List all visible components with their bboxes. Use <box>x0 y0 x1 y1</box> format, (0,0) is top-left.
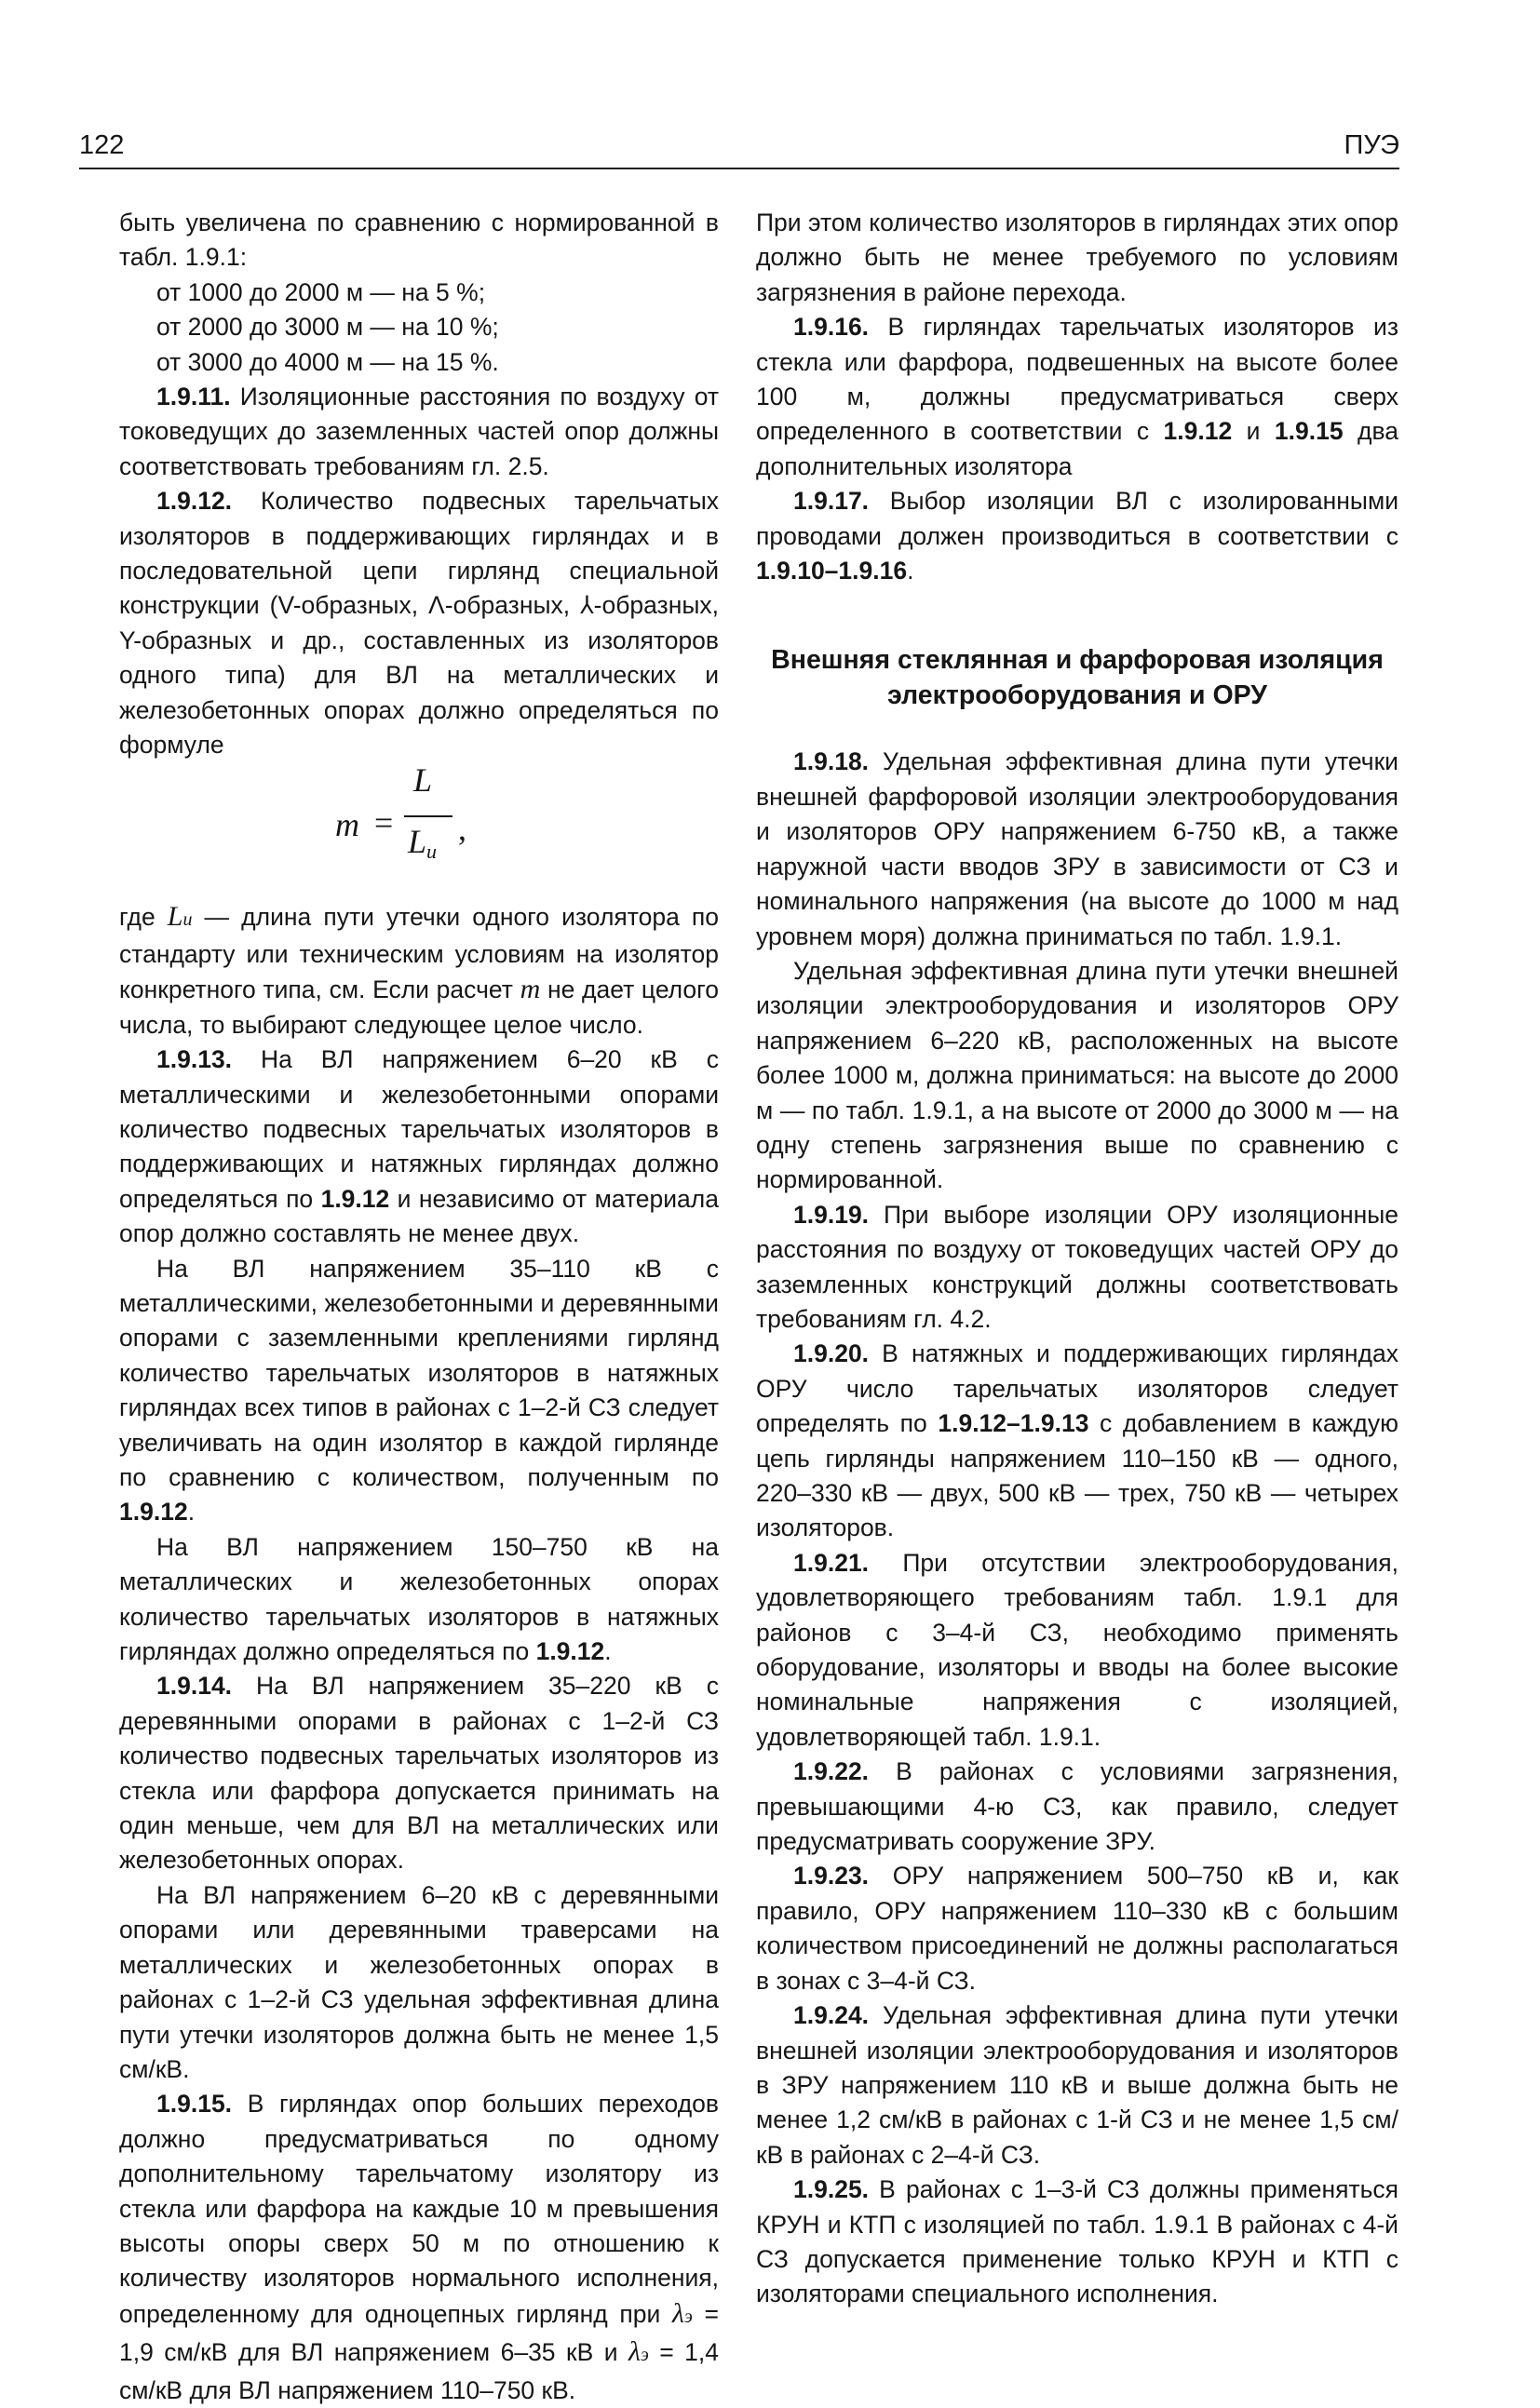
clause-1-9-14: 1.9.14. На ВЛ напряжением 35–220 кВ с деревянными опорами в районах с 1–2-й СЗ количество подвесных тарельчатых изоляторов из стекла или фарфора допускается принимать на один меньше, чем для ВЛ на металлических или железобетонных опорах. <box>119 1672 719 1875</box>
altitude-list <box>119 276 719 380</box>
clause-number: 1.9.21. <box>793 1548 870 1577</box>
list-item: от 1000 до 2000 м — на 5 %; <box>156 277 486 306</box>
paragraph-35-110kv: На ВЛ напряжением 35–110 кВ с металлическими, железобетонными и деревянными опорами с заземленными креплениями гирлянд количество тарельчатых изоляторов в натяжных гирляндах всех типов в районах с 1–2-й СЗ следует увеличивать на один изолятор в каждой гирлянде по сравнению с количеством, полученным по 1.9.12. <box>119 1254 719 1527</box>
formula-numerator: L <box>413 760 433 799</box>
clause-number: 1.9.24. <box>793 2001 870 2030</box>
left-column <box>119 206 719 2408</box>
running-header <box>79 128 1399 169</box>
clause-ref: 1.9.12 <box>320 1184 390 1213</box>
formula-denominator: $L_и$ <box>408 822 438 863</box>
formula-m: m <box>335 805 359 843</box>
page-number: 122 <box>79 130 125 160</box>
paragraph-continued: быть увеличена по сравнению с нормированной в табл. 1.9.1: <box>119 209 719 272</box>
clause-number: 1.9.17. <box>793 487 870 516</box>
clause-number: 1.9.19. <box>793 1200 870 1229</box>
clause-number: 1.9.18. <box>793 747 870 776</box>
clause-ref: 1.9.12 <box>535 1637 605 1666</box>
list-item: от 3000 до 4000 м — на 15 %. <box>156 347 499 376</box>
list-item: от 2000 до 3000 м — на 10 %; <box>156 313 499 342</box>
clause-number: 1.9.15. <box>156 2090 233 2119</box>
fraction-bar <box>404 815 453 817</box>
clause-1-9-16: 1.9.16. В гирляндах тарельчатых изоляторов из стекла или фарфора, подвешенных на высоте более 100 м, должны предусматриваться сверх определенного в соответствии с 1.9.12 и 1.9.15 два дополнительных изолятора <box>756 313 1398 480</box>
formula-equals: = <box>374 803 394 841</box>
book-title: ПУЭ <box>1344 130 1399 160</box>
clause-ref: 1.9.12 <box>1163 417 1233 446</box>
clause-number: 1.9.11. <box>156 383 231 411</box>
clause-number: 1.9.20. <box>793 1339 870 1368</box>
clause-ref: 1.9.12–1.9.13 <box>938 1409 1089 1438</box>
clause-number: 1.9.14. <box>156 1672 233 1701</box>
clause-number: 1.9.22. <box>793 1757 870 1786</box>
clause-1-9-12: 1.9.12. Количество подвесных тарельчатых изоляторов в поддерживающих гирляндах и в последовательной цепи гирлянд специальной конструкции (V-образных, Λ-образных, ⅄-образных, Y-образных и др., составленных из изоляторов одного типа) для ВЛ на металлических и железобетонных опорах должно определяться по формуле <box>119 487 719 760</box>
clause-1-9-21: 1.9.21. При отсутствии электрооборудования, удовлетворяющего требованиям табл. 1.9.1 для районов с 3–4-й СЗ, необходимо применять оборудование, изоляторы и вводы на более высокие номинальные напряжения с изоляцией, удовлетворяющей табл. 1.9.1. <box>756 1548 1398 1751</box>
clause-number: 1.9.23. <box>793 1862 870 1890</box>
right-column <box>756 206 1398 2312</box>
clause-ref: 1.9.10–1.9.16 <box>756 557 908 585</box>
clause-1-9-25: 1.9.25. В районах с 1–3-й СЗ должны применяться КРУН и КТП с изоляцией по табл. 1.9.1 В районах с 4-й СЗ допускается применение только КРУН и КТП с изоляторами специального исполнения. <box>756 2175 1398 2308</box>
formula <box>119 760 719 899</box>
clause-1-9-11: 1.9.11. Изоляционные расстояния по воздуху от токоведущих до заземленных частей опор должны соответствовать требованиям гл. 2.5. <box>119 383 719 480</box>
clause-number: 1.9.16. <box>793 313 870 342</box>
clause-number: 1.9.13. <box>156 1045 233 1074</box>
clause-1-9-22: 1.9.22. В районах с условиями загрязнения, превышающими 4-ю СЗ, как правило, следует предусматривать сооружение ЗРУ. <box>756 1757 1398 1856</box>
formula-comma: , <box>458 809 466 847</box>
clause-1-9-15: 1.9.15. В гирляндах опор больших переходов должно предусматриваться по одному дополнительному тарельчатому изолятору из стекла или фарфора на каждые 10 м превышения высоты опоры сверх 50 м по отношению к количеству изоляторов нормального исполнения, определенному для одноцепных гирлянд при λэ = 1,9 см/кВ для ВЛ напряжением 6–35 кВ и λэ = 1,4 см/кВ для ВЛ напряжением 110–750 кВ. <box>119 2090 720 2404</box>
paragraph-150-750kv: На ВЛ напряжением 150–750 кВ на металлических и железобетонных опорах количество тарельчатых изоляторов в натяжных гирляндах должно определяться по 1.9.12. <box>119 1532 719 1666</box>
clause-1-9-24: 1.9.24. Удельная эффективная длина пути утечки внешней изоляции электрооборудования и изоляторов в ЗРУ напряжением 110 кВ и выше должна быть не менее 1,2 см/кВ в районах с 1-й СЗ и не менее 1,5 см/кВ в районах с 2–4-й СЗ. <box>756 2001 1398 2169</box>
paragraph-6-20kv: На ВЛ напряжением 6–20 кВ с деревянными опорами или деревянными траверсами на металлических и железобетонных опорах в районах с 1–2-й СЗ удельная эффективная длина пути утечки изоляторов должна быть не менее 1,5 см/кВ. <box>119 1880 719 2083</box>
paragraph-creepage: Удельная эффективная длина пути утечки внешней изоляции электрооборудования и изоляторов ОРУ напряжением 6–220 кВ, расположенных на высоте более 1000 м, должна приниматься: на высоте до 2000 м — по табл. 1.9.1, а на высоте от 2000 до 3000 м — на одну степень загрязнения выше по сравнению с нормированной. <box>756 956 1398 1194</box>
clause-1-9-18: 1.9.18. Удельная эффективная длина пути утечки внешней фарфоровой изоляции электрооборудования и изоляторов ОРУ напряжением 6-750 кВ, а также наружной части вводов ЗРУ в зависимости от СЗ и номинального напряжения (на высоте до 1000 м над уровнем моря) должна приниматься по табл. 1.9.1. <box>756 747 1398 950</box>
clause-number: 1.9.25. <box>793 2175 870 2204</box>
section-heading: Внешняя стеклянная и фарфоровая изоляция электрооборудования и ОРУ <box>771 645 1384 711</box>
clause-number: 1.9.12. <box>156 487 233 516</box>
paragraph-continued: При этом количество изоляторов в гирляндах этих опор должно быть не менее требуемого по условиям загрязнения в районе перехода. <box>756 209 1398 306</box>
clause-1-9-17: 1.9.17. Выбор изоляции ВЛ с изолированными проводами должен производиться в соответствии с 1.9.10–1.9.16. <box>756 487 1398 585</box>
clause-1-9-23: 1.9.23. ОРУ напряжением 500–750 кВ и, как правило, ОРУ напряжением 110–330 кВ с большим количеством присоединений не должны располагаться в зонах с 3–4-й СЗ. <box>756 1862 1398 1995</box>
clause-ref: 1.9.15 <box>1274 417 1344 446</box>
clause-1-9-13: 1.9.13. На ВЛ напряжением 6–20 кВ с металлическими и железобетонными опорами количество подвесных тарельчатых изоляторов в поддерживающих и натяжных гирляндах должно определяться по 1.9.12 и независимо от материала опор должно составлять не менее двух. <box>119 1045 719 1248</box>
clause-1-9-19: 1.9.19. При выборе изоляции ОРУ изоляционные расстояния по воздуху от токоведущих частей ОРУ до заземленных конструкций должны соответствовать требованиям гл. 4.2. <box>756 1200 1398 1333</box>
formula-explanation: где Lи — длина пути утечки одного изолятора по стандарту или техническим условиям на изолятор конкретного типа, см. Если расчет m не дает целого числа, то выбирают следующее целое число. <box>119 900 719 1039</box>
clause-1-9-20: 1.9.20. В натяжных и поддерживающих гирляндах ОРУ число тарельчатых изоляторов следует определять по 1.9.12–1.9.13 с добавлением в каждую цепь гирлянды напряжением 110–150 кВ — одного, 220–330 кВ — двух, 500 кВ — трех, 750 кВ — четырех изоляторов. <box>756 1339 1398 1542</box>
clause-ref: 1.9.12 <box>119 1498 188 1527</box>
